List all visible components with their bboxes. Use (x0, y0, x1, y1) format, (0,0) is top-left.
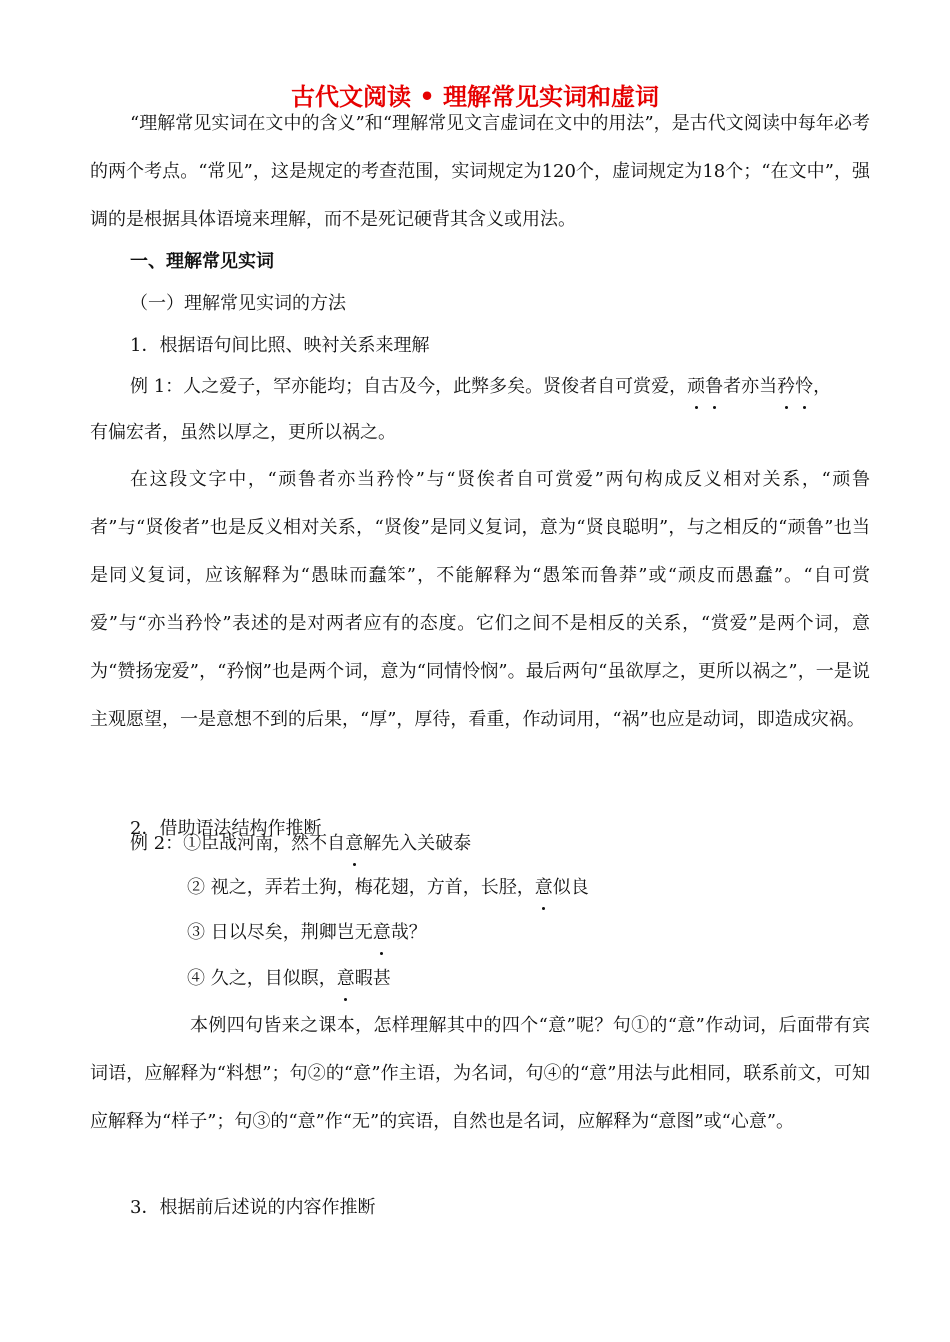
method-2-title: 2．借助语法结构作推断 (130, 818, 322, 839)
page-title: 古代文阅读 • 理解常见实词和虚词 (290, 82, 660, 111)
example-2-text: ④ 久之，目似瞑， (187, 968, 337, 989)
example-2-text: 哉？ (390, 922, 427, 943)
example-2-text: 似良 (552, 877, 589, 898)
emphasis-word: 顽 (687, 372, 705, 402)
method-1-analysis: 在这段文字中，“顽鲁者亦当矜怜”与“贤俟者自可赏爱”两句构成反义相对关系，“顽鲁者”与“贤俊者”也是反义相对关系，“贤俊”是同义复词，意为“贤良聪明”，与之相反的“顽鲁”也当是同义复词，应该解释为“愚昧而蠢笨”，不能解释为“愚笨而鲁莽”或“顽皮而愚蠢”。“自可赏爱”与“亦当矜怜”表述的是对两者应有的态度。它们之间不是相反的关系，“赏爱”是两个词，意为“赞扬宠爱”，“矜悯”也是两个词，意为“同情怜悯”。最后两句“虽欲厚之，更所以祸之”，一是说主观愿望，一是意想不到的后果，“厚”，厚待，看重，作动词用，“祸”也应是动词，即造成灾祸。 (90, 469, 870, 730)
intro-paragraph: “理解常见实词在文中的含义”和“理解常见文言虚词在文中的用法”，是古代文阅读中每年必考的两个考点。“常见”，这是规定的考查范围，实词规定为120个，虚词规定为18个；“在文中”，强调的是根据具体语境来理解，而不是死记硬背其含义或用法。 (90, 113, 870, 230)
example-2-line-3 (187, 918, 427, 948)
example-2-text: ② 视之，弄若土狗，梅花翅，方首，长胫， (187, 877, 535, 898)
example-2-text: 例 2：①臣战河南，然不自 (130, 833, 346, 854)
method-1-title: 1．根据语句间比照、映衬关系来理解 (130, 335, 430, 356)
subsection-heading: （一）理解常见实词的方法 (130, 293, 346, 314)
example-2-text: ③ 日以尽矣，荆卿岂无 (187, 922, 373, 943)
method-2-analysis: 本例四句皆来之课本，怎样理解其中的四个“意”呢？句①的“意”作动词，后面带有宾词语，应解释为“料想”；句②的“意”作主语，为名词，句④的“意”用法与此相同，联系前文，可知应解释为“样子”；句③的“意”作“无”的宾语，自然也是名词，应解释为“意图”或“心意”。 (90, 1015, 870, 1132)
example-1-text-b: 者亦当 (723, 376, 778, 397)
example-1-text-a: 例 1：人之爱子，罕亦能均；自古及今，此弊多矣。贤俊者自可赏爱， (130, 376, 688, 397)
example-2-line-2 (187, 873, 589, 903)
example-2-line-1 (130, 829, 471, 859)
example-1-line-1 (130, 372, 831, 402)
emphasis-word: 意 (373, 918, 391, 948)
emphasis-word: 矜 (777, 372, 795, 402)
example-1-text-c: ， (813, 376, 832, 397)
example-2-line-4 (187, 964, 391, 994)
emphasis-word: 意 (535, 873, 553, 903)
example-2-text: 暇甚 (354, 968, 391, 989)
method-3-title: 3．根据前后述说的内容作推断 (130, 1197, 376, 1218)
example-2-text: 解先入关破泰 (363, 833, 472, 854)
emphasis-word: 鲁 (705, 372, 723, 402)
emphasis-word: 意 (345, 829, 363, 859)
emphasis-word: 怜 (795, 372, 813, 402)
emphasis-word: 意 (337, 964, 355, 994)
example-1-line-2: 有偏宏者，虽然以厚之，更所以祸之。 (90, 422, 396, 443)
section-heading: 一、理解常见实词 (130, 251, 274, 272)
